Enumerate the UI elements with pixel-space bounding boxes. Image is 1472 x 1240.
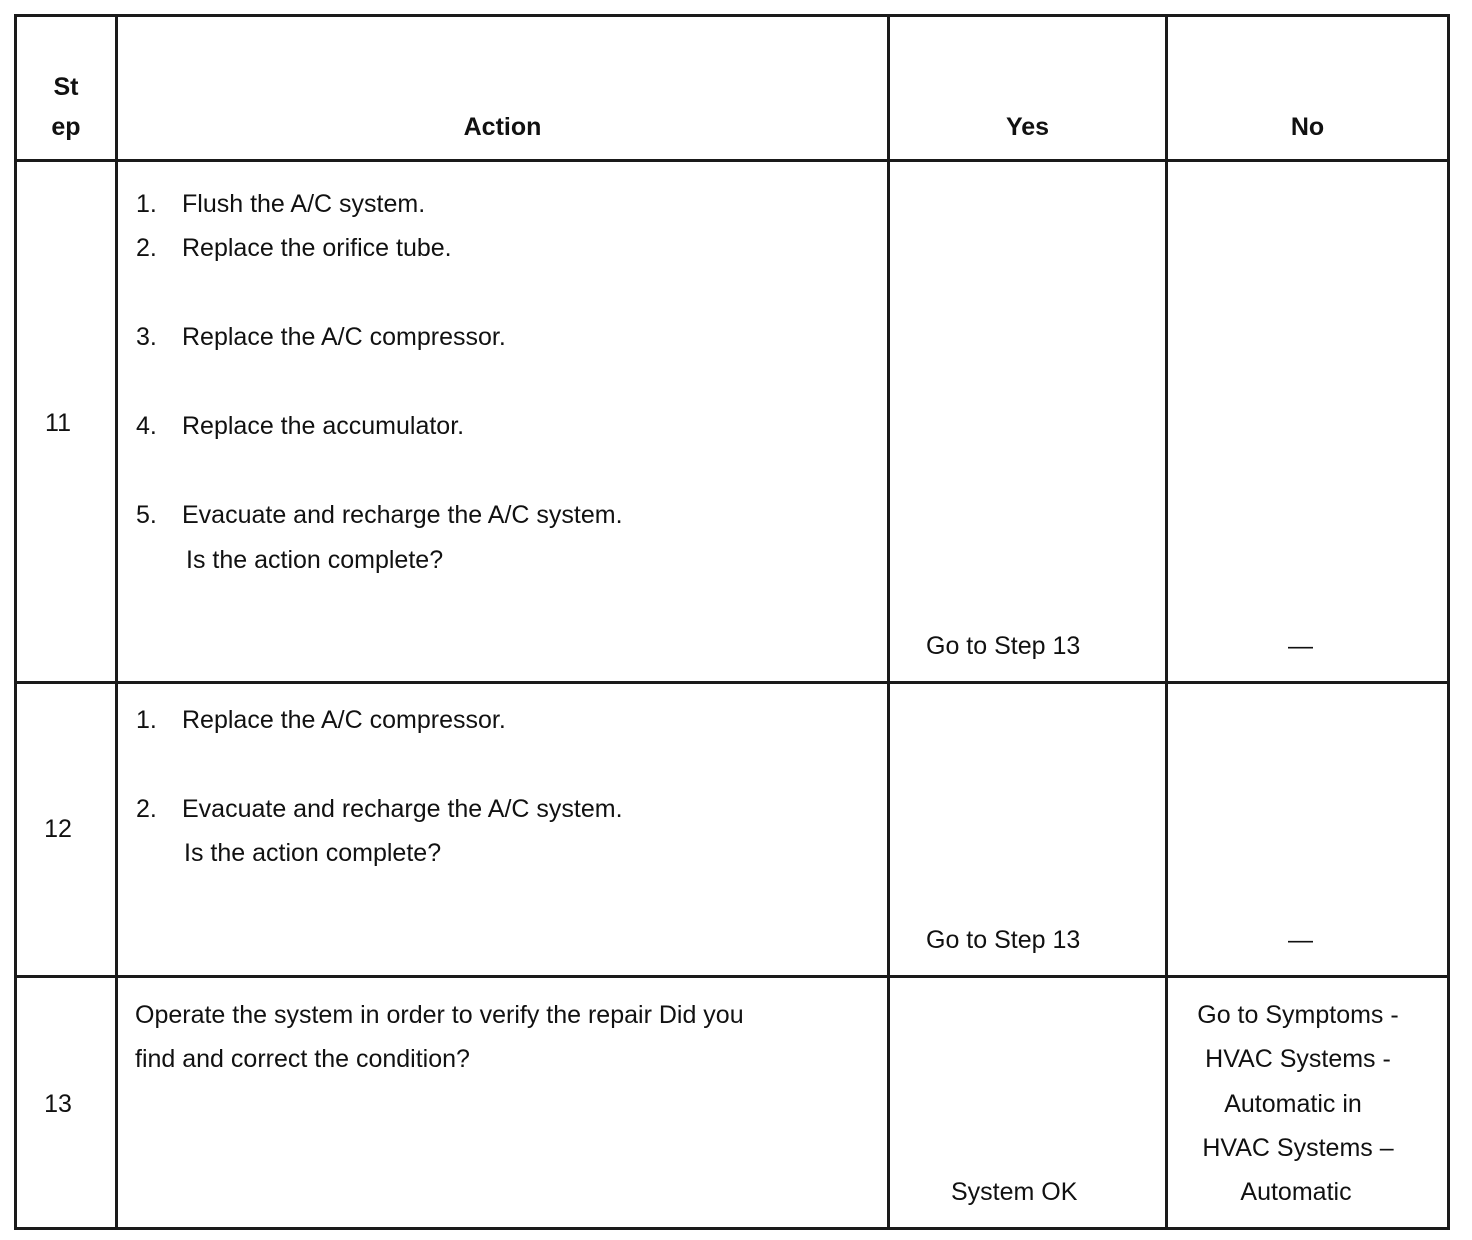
row-divider-11-12 bbox=[14, 681, 1450, 684]
no-result-line: Go to Symptoms - bbox=[1197, 1001, 1399, 1029]
action-item-text: Replace the A/C compressor. bbox=[182, 323, 506, 351]
table-border-bottom bbox=[14, 1227, 1450, 1230]
step-number: 13 bbox=[44, 1090, 72, 1118]
no-result: — bbox=[1288, 632, 1313, 660]
action-item-number: 1. bbox=[136, 190, 157, 218]
action-item-text: Replace the A/C compressor. bbox=[182, 706, 506, 734]
action-text-line: Operate the system in order to verify the repair Did you bbox=[135, 1001, 744, 1029]
action-item-number: 3. bbox=[136, 323, 157, 351]
action-item-text: Replace the accumulator. bbox=[182, 412, 465, 440]
action-item-text: Evacuate and recharge the A/C system. bbox=[182, 501, 623, 529]
header-step-line2: ep bbox=[51, 113, 81, 141]
action-question: Is the action complete? bbox=[184, 839, 442, 867]
row-divider-12-13 bbox=[14, 975, 1450, 978]
column-divider-step bbox=[115, 14, 118, 1230]
troubleshooting-table bbox=[14, 14, 1450, 1230]
yes-result: Go to Step 13 bbox=[926, 926, 1081, 954]
header-yes: Yes bbox=[1005, 113, 1050, 141]
column-divider-action bbox=[887, 14, 890, 1230]
action-item-text: Flush the A/C system. bbox=[182, 190, 426, 218]
action-item-text: Replace the orifice tube. bbox=[182, 234, 452, 262]
yes-result: System OK bbox=[951, 1178, 1078, 1206]
action-question: Is the action complete? bbox=[186, 546, 444, 574]
header-action: Action bbox=[463, 113, 542, 141]
table-border-top bbox=[14, 14, 1450, 17]
action-item-number: 4. bbox=[136, 412, 157, 440]
action-item-number: 2. bbox=[136, 795, 157, 823]
no-result-line: HVAC Systems – bbox=[1202, 1134, 1394, 1162]
header-no: No bbox=[1290, 113, 1325, 141]
no-result: — bbox=[1288, 926, 1313, 954]
action-item-number: 5. bbox=[136, 501, 157, 529]
yes-result: Go to Step 13 bbox=[926, 632, 1081, 660]
header-step bbox=[17, 72, 115, 142]
action-item-text: Evacuate and recharge the A/C system. bbox=[182, 795, 623, 823]
action-text-line: find and correct the condition? bbox=[135, 1045, 470, 1073]
header-step-line1: St bbox=[53, 73, 79, 101]
no-result-line: HVAC Systems - bbox=[1205, 1045, 1391, 1073]
step-number: 12 bbox=[44, 815, 72, 843]
no-result-line: Automatic in bbox=[1224, 1090, 1362, 1118]
table-border-left bbox=[14, 14, 17, 1230]
header-divider bbox=[14, 159, 1450, 162]
step-number: 11 bbox=[45, 409, 71, 437]
action-item-number: 1. bbox=[136, 706, 157, 734]
table-border-right bbox=[1447, 14, 1450, 1230]
action-item-number: 2. bbox=[136, 234, 157, 262]
no-result-line: Automatic bbox=[1240, 1178, 1352, 1206]
